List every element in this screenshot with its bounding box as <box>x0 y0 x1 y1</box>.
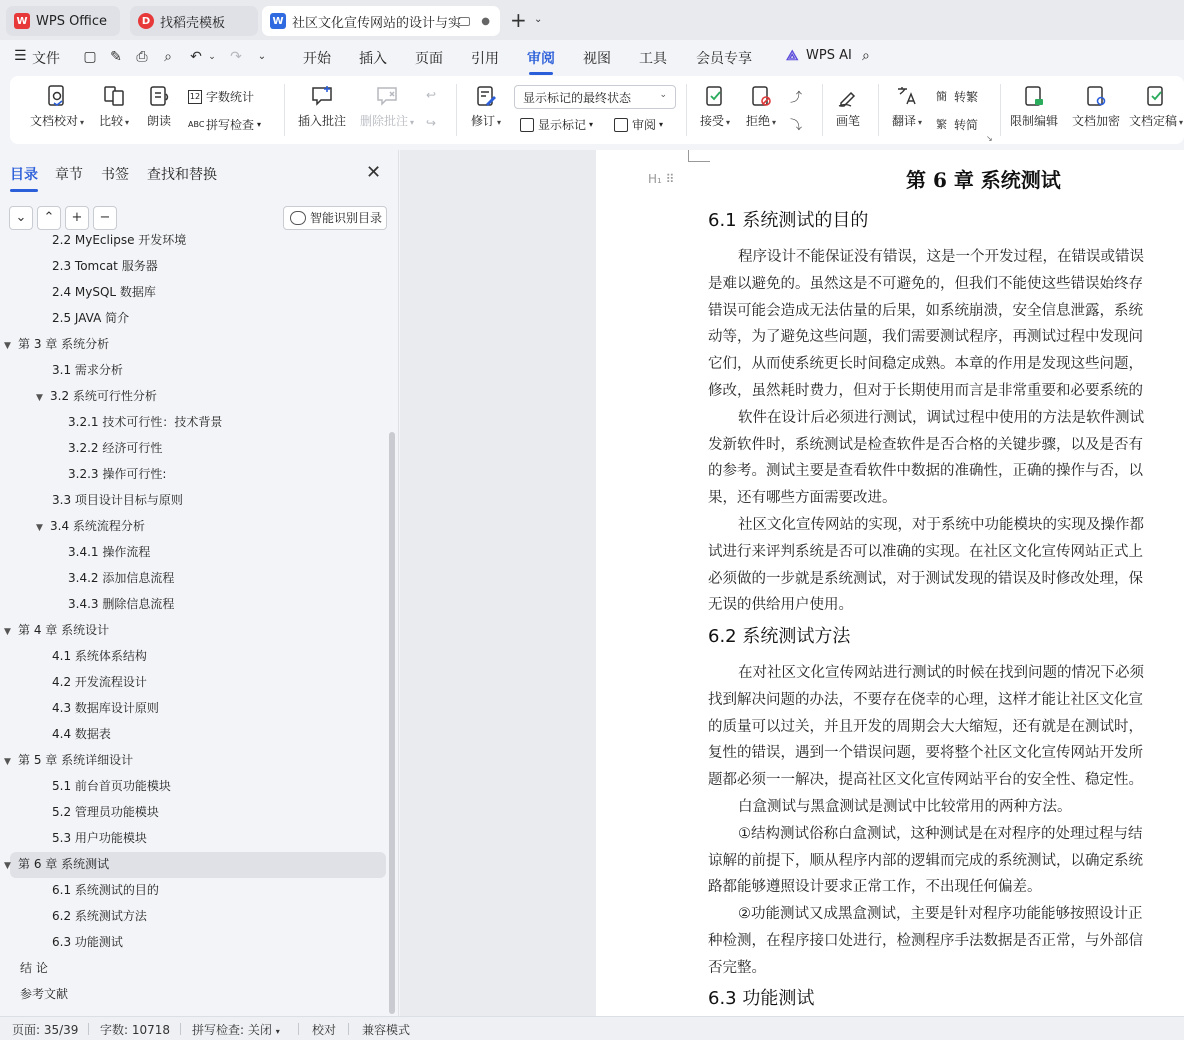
paragraph-line: 种检测，在程序接口处进行，检测程序手法数据是否正常，与外部信 <box>708 932 1143 949</box>
paragraph-line: 题都必须一一解决，提高社区文化宣传网站平台的安全性、稳定性。 <box>708 772 1143 789</box>
paragraph-line: 必须做的一步就是系统测试，对于测试发现的错误及时修改处理，保 <box>708 570 1143 587</box>
insert-comment-icon <box>310 84 334 108</box>
toc-item[interactable] <box>4 618 110 644</box>
tab-docer[interactable] <box>130 6 258 36</box>
word-count-label: 字数统计 <box>206 90 255 104</box>
spell-check-icon: ABC <box>188 119 205 129</box>
title-tab-bar <box>0 0 1184 40</box>
menu-file[interactable]: 文件 <box>32 51 60 67</box>
compare-button[interactable]: 比较 ▾ <box>94 84 134 129</box>
toc-list <box>0 233 392 1016</box>
add-level-button[interactable]: + <box>65 206 89 230</box>
toc-item[interactable] <box>52 644 147 670</box>
menu-references[interactable]: 引用 <box>471 51 499 67</box>
heading-marker-label: H₁ <box>648 172 662 186</box>
spell-check-button[interactable]: ABC 拼写检查 ▾ <box>188 118 262 132</box>
simplified-chinese-icon: 繁 <box>936 117 947 131</box>
paragraph-line: 复性的错误，遇到一个错误问题，要将整个社区文化宣传网站开发所 <box>708 745 1143 762</box>
toc-item-label: 4.2 开发流程设计 <box>52 675 147 689</box>
toc-item[interactable] <box>52 696 159 722</box>
chevron-down-icon: ▾ <box>275 1027 280 1036</box>
restrict-edit-label: 限制编辑 <box>1009 114 1058 128</box>
toc-item-label: 3.2.2 经济可行性 <box>68 441 163 455</box>
show-markup-button[interactable]: 显示标记 ▾ <box>520 116 593 133</box>
toc-item[interactable] <box>52 280 156 306</box>
paragraph-line: 路都能够遵照设计要求正常工作，不出现任何偏差。 <box>708 879 1042 896</box>
paragraph-line: 找到解决问题的办法，不要存在侥幸的心理，这样才能让社区文化宣 <box>708 691 1143 708</box>
collapse-up-button[interactable]: ⌃ <box>37 206 61 230</box>
ribbon-separator <box>456 84 457 136</box>
more-quick-access-icon[interactable]: ⌄ <box>257 51 267 62</box>
paragraph-line: ②功能测试又成黑盒测试，主要是针对程序功能能够按照设计正 <box>738 906 1143 923</box>
toc-item[interactable] <box>68 566 174 592</box>
status-bar <box>0 1016 1184 1040</box>
markup-state-value: 显示标记的最终状态 <box>523 91 632 105</box>
ribbon-separator <box>284 84 285 136</box>
review-pane-icon <box>614 118 628 132</box>
menu-review[interactable]: 审阅 <box>527 48 555 68</box>
tab-wps-office[interactable] <box>6 6 120 36</box>
section-heading-6-3: 6.3 功能测试 <box>708 988 815 1009</box>
ink-button[interactable] <box>830 84 866 129</box>
paragraph-line: ①结构测试俗称白盒测试，这种测试是在对程序的处理过程与结 <box>738 825 1143 842</box>
unsaved-dot-icon[interactable]: ● <box>481 15 490 27</box>
status-separator <box>298 1023 299 1035</box>
toc-item-label: 3.4.1 操作流程 <box>68 545 151 559</box>
reject-label: 拒绝 <box>745 114 770 128</box>
paragraph-line: 的质量可以过关，并且开发的周期会大大缩短，还有就是在测试时， <box>708 718 1143 735</box>
toc-item[interactable] <box>36 514 145 540</box>
page-margin-corner <box>688 150 710 162</box>
toc-item-label: 3.4.3 删除信息流程 <box>68 597 175 611</box>
heading-level-marker[interactable] <box>648 172 674 186</box>
ribbon-separator <box>878 84 879 136</box>
tab-find-replace[interactable]: 查找和替换 <box>147 167 217 183</box>
group-launcher-icon[interactable]: ↘ <box>986 134 993 143</box>
compat-mode-status: 兼容模式 <box>362 1023 411 1037</box>
toc-item[interactable] <box>52 306 129 332</box>
encrypt-label: 文档加密 <box>1071 114 1120 128</box>
toc-item[interactable] <box>68 410 222 436</box>
menu-home[interactable]: 开始 <box>303 51 331 67</box>
writer-doc-icon: W <box>270 13 286 29</box>
toc-item[interactable] <box>52 800 159 826</box>
expand-arrow-icon[interactable]: ▼ <box>4 861 11 871</box>
hamburger-icon[interactable]: ☰ <box>14 48 27 64</box>
toc-item-label: 6.1 系统测试的目的 <box>52 883 159 897</box>
new-tab-button[interactable]: + <box>510 8 527 32</box>
section-6-1-body <box>708 244 1184 619</box>
next-change-icon[interactable]: ⤵ <box>790 118 803 132</box>
encrypt-button[interactable] <box>1068 84 1124 129</box>
paragraph-line: 白盒测试与黑盒测试是测试中比较常用的两种方法。 <box>738 798 1072 815</box>
finalize-label: 文档定稿 <box>1128 114 1177 128</box>
reject-icon <box>749 84 773 108</box>
toc-item[interactable] <box>4 748 134 774</box>
markup-state-select[interactable] <box>514 85 676 109</box>
read-aloud-button[interactable] <box>142 84 176 129</box>
menu-page[interactable]: 页面 <box>415 51 443 67</box>
toc-item-label: 2.2 MyEclipse 开发环境 <box>52 233 187 247</box>
revise-button[interactable]: 修订 ▾ <box>466 84 506 129</box>
undo-icon[interactable]: ↶ <box>190 49 202 65</box>
ink-label: 画笔 <box>835 114 860 128</box>
toc-item[interactable] <box>4 852 386 878</box>
delete-comment-label: 删除批注 <box>359 114 408 128</box>
toc-item-label: 3.4 系统流程分析 <box>50 519 145 533</box>
delete-comment-button[interactable]: 删除批注 ▾ <box>356 84 418 129</box>
prev-comment-icon[interactable]: ↩ <box>426 88 437 102</box>
toc-item-label: 4.4 数据表 <box>52 727 111 741</box>
toc-item[interactable] <box>52 774 171 800</box>
ribbon-separator <box>822 84 823 136</box>
smart-toc-button[interactable] <box>283 206 387 230</box>
paragraph-line: 错误可能会造成无法估量的后果，如系统崩溃，安全信息泄露，系统 <box>708 302 1143 319</box>
tab-current-document[interactable] <box>262 6 500 36</box>
toc-item[interactable] <box>20 956 48 982</box>
chapter-title: 第 6 章 系统测试 <box>906 168 1061 192</box>
paragraph-line: 果，还有哪些方面需要改进。 <box>708 490 897 507</box>
toc-item[interactable] <box>52 878 159 904</box>
menu-bar <box>0 40 1184 74</box>
toc-item-label: 第 3 章 系统分析 <box>18 337 110 351</box>
paragraph-line: 软件在设计后必须进行测试，调试过程中使用的方法是软件测试 <box>738 409 1144 426</box>
compare-icon <box>102 84 126 108</box>
next-comment-icon[interactable]: ↪ <box>426 116 437 130</box>
status-separator <box>88 1023 89 1035</box>
paragraph-line: 修改，虽然耗时费力，但对于长期使用而言是非常重要和必要系统的 <box>708 382 1143 399</box>
to-simplified-button[interactable] <box>936 116 978 133</box>
expand-arrow-icon[interactable]: ▼ <box>36 523 43 533</box>
paragraph-line: 的参考。测试主要是查看软件中数据的准确性，正确的操作与否，以 <box>708 463 1143 480</box>
toc-item-label: 参考文献 <box>20 987 69 1001</box>
accept-label: 接受 <box>699 114 724 128</box>
tab-toc[interactable]: 目录 <box>10 164 38 184</box>
toc-item-label: 5.3 用户功能模块 <box>52 831 147 845</box>
toc-item-label: 第 5 章 系统详细设计 <box>18 753 134 767</box>
toc-scrollbar[interactable] <box>389 432 395 1014</box>
toc-item[interactable] <box>68 540 150 566</box>
paragraph-line: 动等，为了避免这些问题，我们需要测试程序，再测试过程中发现问 <box>708 329 1143 346</box>
toc-item-label: 第 4 章 系统设计 <box>18 623 110 637</box>
menu-tools[interactable]: 工具 <box>639 51 667 67</box>
toc-item-label: 6.3 功能测试 <box>52 935 123 949</box>
expand-arrow-icon[interactable]: ▼ <box>4 757 11 767</box>
pen-icon <box>836 84 860 108</box>
page-indicator[interactable]: 页面: 35/39 <box>12 1023 79 1037</box>
toc-item[interactable] <box>52 358 123 384</box>
paragraph-line: 否完整。 <box>708 959 766 976</box>
navigation-panel <box>0 150 399 1016</box>
toc-item-label: 5.1 前台首页功能模块 <box>52 779 171 793</box>
restrict-edit-icon <box>1022 84 1046 108</box>
wps-logo-icon: W <box>14 13 30 29</box>
review-pane-label: 审阅 <box>632 118 657 132</box>
chevron-down-icon: ⌄ <box>659 90 667 100</box>
status-separator <box>348 1023 349 1035</box>
paragraph-line: 它们，从而使系统更长时间稳定成熟。本章的作用是发现这些问题， <box>708 356 1143 373</box>
spell-check-status-label: 拼写检查: 关闭 <box>192 1023 272 1037</box>
tab-sections[interactable]: 章节 <box>55 167 83 183</box>
doc-proofread-icon <box>45 84 69 108</box>
toc-item[interactable] <box>52 722 111 748</box>
toc-item[interactable] <box>52 228 186 254</box>
accept-icon <box>703 84 727 108</box>
to-traditional-label: 转繁 <box>954 90 979 104</box>
insert-comment-button[interactable] <box>294 84 350 129</box>
toc-item-label: 3.2 系统可行性分析 <box>50 389 157 403</box>
encrypt-icon <box>1084 84 1108 108</box>
toc-item-label: 2.3 Tomcat 服务器 <box>52 259 158 273</box>
insert-comment-label: 插入批注 <box>297 114 346 128</box>
monitor-icon[interactable] <box>458 17 470 26</box>
paragraph-line: 程序设计不能保证没有错误，这是一个开发过程，在错误或错误 <box>738 249 1144 265</box>
tab-list-dropdown-icon[interactable]: ⌄ <box>534 14 543 25</box>
word-count-button[interactable] <box>188 88 254 105</box>
print-preview-icon[interactable]: ⌕ <box>164 49 172 65</box>
menu-view[interactable]: 视图 <box>583 51 611 67</box>
delete-comment-icon <box>375 84 399 108</box>
toc-item-label: 5.2 管理员功能模块 <box>52 805 159 819</box>
review-pane-button[interactable]: 审阅 ▾ <box>614 116 663 133</box>
toc-item[interactable] <box>68 436 162 462</box>
translate-icon <box>895 84 919 108</box>
print-icon[interactable]: ⎙ <box>136 49 148 65</box>
toc-item[interactable] <box>36 384 157 410</box>
section-6-2-body <box>708 660 1184 982</box>
track-changes-icon <box>474 84 498 108</box>
toc-item-label: 第 6 章 系统测试 <box>18 857 110 871</box>
toc-item-label: 结 论 <box>20 961 48 975</box>
toc-item-label: 3.2.1 技术可行性：技术背景 <box>68 415 223 429</box>
read-aloud-icon <box>147 84 171 108</box>
to-simplified-label: 转简 <box>954 118 979 132</box>
section-heading-6-1: 6.1 系统测试的目的 <box>708 210 869 231</box>
toc-item-label: 3.4.2 添加信息流程 <box>68 571 175 585</box>
finalize-icon <box>1144 84 1168 108</box>
tab-bookmarks[interactable]: 书签 <box>101 167 129 183</box>
toc-item[interactable] <box>52 670 147 696</box>
redo-icon[interactable]: ↷ <box>230 49 242 65</box>
status-separator <box>180 1023 181 1035</box>
translate-button[interactable]: 翻译 ▾ <box>886 84 928 129</box>
toc-item-label: 2.4 MySQL 数据库 <box>52 285 156 299</box>
close-icon[interactable]: ✕ <box>366 162 382 183</box>
show-markup-icon <box>520 118 534 132</box>
save-icon[interactable]: ▢ <box>83 49 97 65</box>
previous-change-icon[interactable]: ⤴ <box>790 90 803 104</box>
toc-item[interactable] <box>20 982 68 1008</box>
expand-arrow-icon[interactable]: ▼ <box>36 393 43 403</box>
compare-label: 比较 <box>98 114 123 128</box>
toc-item[interactable] <box>52 826 147 852</box>
toc-item-label: 4.3 数据库设计原则 <box>52 701 159 715</box>
menu-wps-ai[interactable]: WPS AI <box>806 48 852 63</box>
to-traditional-button[interactable] <box>936 88 978 105</box>
smart-recognize-icon <box>290 211 306 225</box>
tab-label: WPS Office <box>36 13 108 29</box>
doc-proofread-button[interactable]: 文档校对 ▾ <box>24 84 90 129</box>
smart-toc-label: 智能识别目录 <box>310 211 383 225</box>
toc-item[interactable] <box>52 254 158 280</box>
tab-label: 找稻壳模板 <box>160 15 226 31</box>
doc-proofread-label: 文档校对 <box>29 114 78 128</box>
restrict-edit-button[interactable] <box>1006 84 1062 129</box>
menu-insert[interactable]: 插入 <box>359 51 387 67</box>
document-page[interactable] <box>596 150 1184 1016</box>
toc-item-label: 3.3 项目设计目标与原则 <box>52 493 183 507</box>
word-count-icon: 12 <box>188 90 202 104</box>
undo-dropdown-icon[interactable]: ⌄ <box>208 52 216 62</box>
toc-item[interactable] <box>52 904 147 930</box>
remove-level-button[interactable]: − <box>93 206 117 230</box>
toc-item[interactable] <box>4 332 110 358</box>
proofread-status[interactable]: 校对 <box>312 1023 337 1037</box>
wps-ai-icon[interactable]: ⟁ <box>786 48 799 64</box>
paragraph-line: 无误的供给用户使用。 <box>708 597 853 614</box>
traditional-chinese-icon: 簡 <box>936 89 947 103</box>
toc-item[interactable] <box>52 488 183 514</box>
spell-check-label: 拼写检查 <box>206 118 255 132</box>
section-heading-6-2: 6.2 系统测试方法 <box>708 626 851 647</box>
show-markup-label: 显示标记 <box>538 118 587 132</box>
word-count-status[interactable]: 字数: 10718 <box>100 1023 171 1037</box>
paragraph-line: 是难以避免的。虽然这是不可避免的，但我们不能使这些错误始终存 <box>708 275 1143 292</box>
read-aloud-label: 朗读 <box>146 114 171 128</box>
toc-item[interactable] <box>68 462 166 488</box>
toc-item-label: 3.1 需求分析 <box>52 363 123 377</box>
toc-item-label: 4.1 系统体系结构 <box>52 649 147 663</box>
toc-item[interactable] <box>52 930 123 956</box>
search-icon[interactable]: ⌕ <box>862 48 870 64</box>
accept-button[interactable]: 接受 ▾ <box>694 84 736 129</box>
docer-icon: D <box>138 13 154 29</box>
paragraph-line: 在对社区文化宣传网站进行测试的时候在找到问题的情况下必须 <box>738 665 1144 681</box>
revise-label: 修订 <box>470 114 495 128</box>
format-painter-icon[interactable]: ✎ <box>110 49 122 65</box>
reject-button[interactable]: 拒绝 ▾ <box>740 84 782 129</box>
expand-down-button[interactable]: ⌄ <box>9 206 33 230</box>
tab-label: 社区文化宣传网站的设计与实 <box>292 15 462 31</box>
spell-check-status[interactable] <box>192 1021 280 1038</box>
menu-member[interactable]: 会员专享 <box>696 51 752 67</box>
paragraph-line: 发新软件时，系统测试是检查软件是否合格的关键步骤，以及是否有 <box>708 436 1143 453</box>
ribbon-separator <box>1000 84 1001 136</box>
paragraph-line: 社区文化宣传网站的实现，对于系统中功能模块的实现及操作都 <box>738 516 1144 533</box>
expand-arrow-icon[interactable]: ▼ <box>4 341 11 351</box>
finalize-button[interactable]: 文档定稿 ▾ <box>1128 84 1184 129</box>
paragraph-line: 试进行来评判系统是否可以准确的实现。在社区文化宣传网站正式上 <box>708 543 1143 560</box>
toc-item-label: 3.2.3 操作可行性: <box>68 467 167 481</box>
ribbon-separator <box>686 84 687 136</box>
toc-item-label: 2.5 JAVA 简介 <box>52 311 130 325</box>
drag-handle-icon[interactable]: ⠿ <box>665 172 675 186</box>
review-ribbon <box>10 76 1184 144</box>
expand-arrow-icon[interactable]: ▼ <box>4 627 11 637</box>
translate-label: 翻译 <box>891 114 916 128</box>
paragraph-line: 谅解的前提下，顺从程序内部的逻辑而完成的系统测试，以确定系统 <box>708 852 1143 869</box>
toc-item-label: 6.2 系统测试方法 <box>52 909 147 923</box>
toc-item[interactable] <box>68 592 174 618</box>
